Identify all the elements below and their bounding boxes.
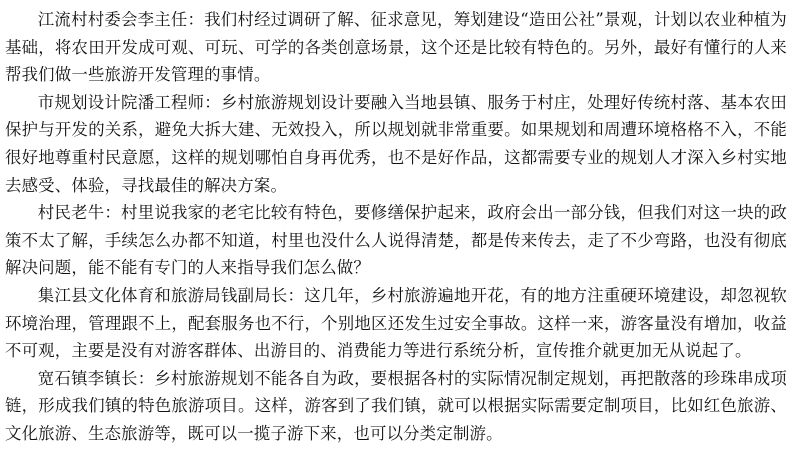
- paragraph-town-head: 宽石镇李镇长：乡村旅游规划不能各自为政，要根据各村的实际情况制定规划，再把散落的珍珠串成项链，形成我们镇的特色旅游项目。这样，游客到了我们镇，就可以根据实际需要定制项目，比如红色旅游、文化旅游、生态旅游等，既可以一揽子游下来，也可以分类定制游。: [5, 368, 787, 443]
- paragraph-planning-engineer: 市规划设计院潘工程师：乡村旅游规划设计要融入当地县镇、服务于村庄，处理好传统村落、基本农田保护与开发的关系，避免大拆大建、无效投入，所以规划就非常重要。如果规划和周遭环境格格不入，不能很好地尊重村民意愿，这样的规划哪怕自身再优秀，也不是好作品，这都需要专业的规划人才深入乡村实地去感受、体验，寻找最佳的解决方案。: [5, 92, 787, 195]
- paragraph-villager: 村民老牛：村里说我家的老宅比较有特色，要修缮保护起来，政府会出一部分钱，但我们对这一块的政策不太了解，手续怎么办都不知道，村里也没什么人说得清楚，都是传来传去，走了不少弯路，也没有彻底解决问题，能不能有专门的人来指导我们怎么做？: [5, 203, 787, 278]
- paragraph-tourism-bureau: 集江县文化体育和旅游局钱副局长：这几年，乡村旅游遍地开花，有的地方注重硬环境建设，却忽视软环境治理，管理跟不上，配套服务也不行，个别地区还发生过安全事故。这样一来，游客量没有增加，收益不可观，主要是没有对游客群体、出游目的、消费能力等进行系统分析，宣传推介就更加无从说起了。: [5, 285, 787, 361]
- paragraph-village-director: 江流村村委会李主任：我们村经过调研了解、征求意见，筹划建设“造田公社”景观，计划以农业种植为基础，将农田开发成可观、可玩、可学的各类创意场景，这个还是比较有特色的。另外，最好有懂行的人来帮我们做一些旅游开发管理的事情。: [5, 10, 787, 85]
